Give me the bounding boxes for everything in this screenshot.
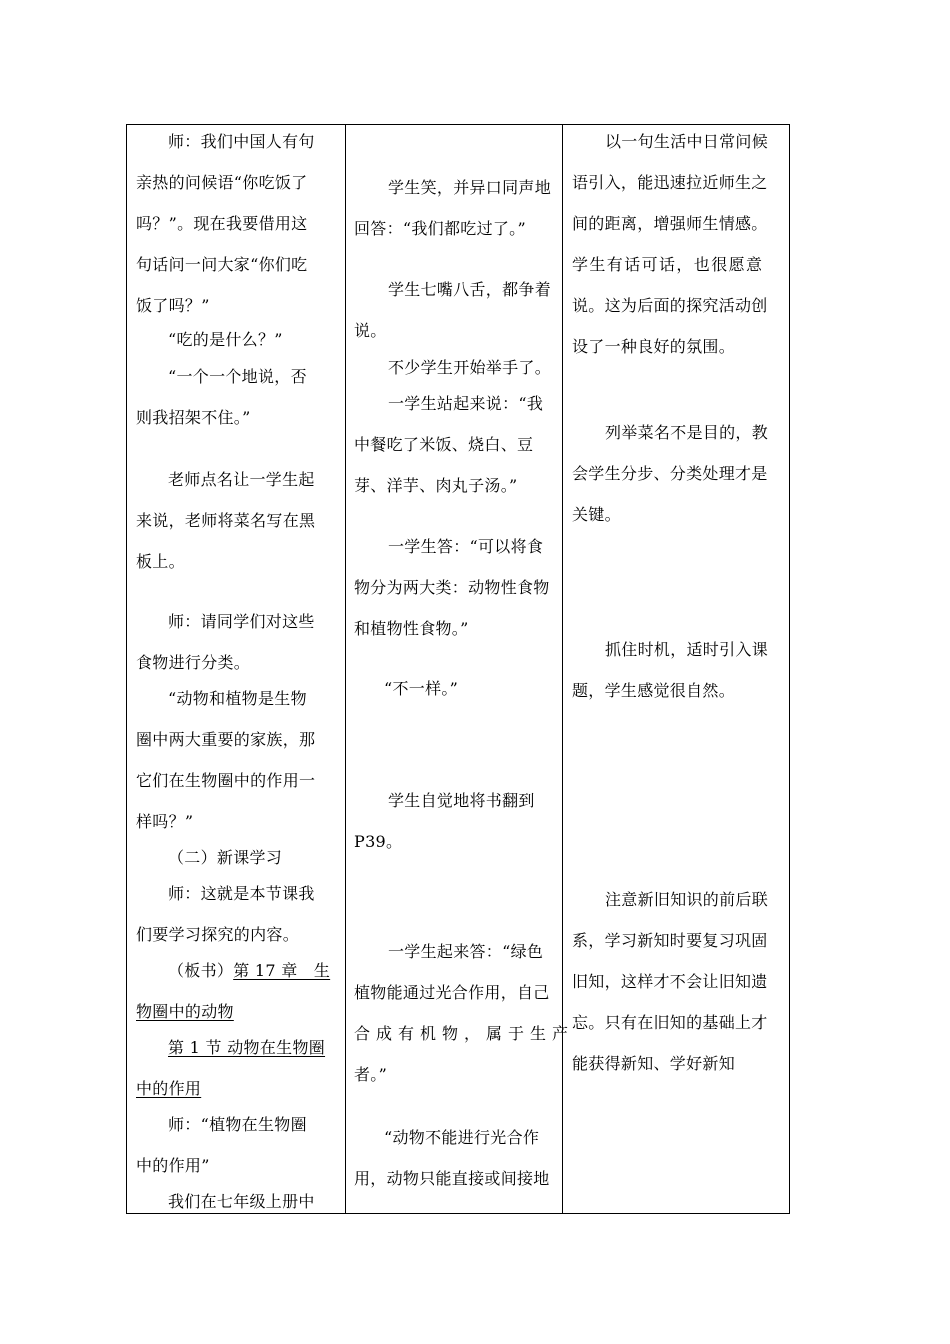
section-title: 第 1 节 动物在生物圈 (168, 1038, 326, 1057)
text-line: “吃的是什么？” (168, 330, 283, 349)
text-line: 样吗？” (136, 812, 194, 831)
text-line: P39。 (354, 832, 403, 851)
text-line: 我们在七年级上册中 (168, 1192, 315, 1211)
text-line: 设了一种良好的氛围。 (572, 337, 736, 356)
text-line: 用，动物只能直接或间接地 (354, 1169, 550, 1188)
text-line: 吗？”。现在我要借用这 (136, 214, 308, 233)
text-line: 以一句生活中日常问候 (605, 132, 769, 151)
text-line: 一学生起来答：“绿色 (388, 942, 544, 961)
text-line: 们要学习探究的内容。 (136, 925, 300, 944)
text-line: 食物进行分类。 (136, 653, 251, 672)
text-line: 说。 (354, 321, 387, 340)
text-line: 一学生站起来说：“我 (388, 394, 544, 413)
text-line: 一学生答：“可以将食 (388, 537, 544, 556)
text-line: 老师点名让一学生起 (168, 470, 315, 489)
design-intent-column (563, 125, 790, 1213)
text-line: 师：请同学们对这些 (168, 612, 315, 631)
chapter-title-cont: 物圈中的动物 (136, 1002, 234, 1021)
chapter-title: 第 17 章 生 (233, 961, 331, 980)
text-line: 则我招架不住。” (136, 408, 251, 427)
lesson-plan-table (126, 124, 790, 1214)
text-line: 合成有机物，属于生产 (354, 1024, 575, 1043)
text-line: 题，学生感觉很自然。 (572, 681, 736, 700)
text-line: 中的作用” (136, 1156, 210, 1175)
text-line: 它们在生物圈中的作用一 (136, 771, 316, 790)
text-line: 会学生分步、分类处理才是 (572, 464, 768, 483)
text-line: “动物和植物是生物 (168, 689, 307, 708)
text-line: 语引入，能迅速拉近师生之 (572, 173, 768, 192)
text-line: 和植物性食物。” (354, 619, 469, 638)
text-line: 系，学习新知时要复习巩固 (572, 931, 768, 950)
text-line: 间的距离，增强师生情感。 (572, 214, 768, 233)
text-line: “一个一个地说，否 (168, 367, 307, 386)
text-line: 中餐吃了米饭、烧白、豆 (354, 435, 534, 454)
text-line: 师：这就是本节课我 (168, 884, 315, 903)
text-line: （二）新课学习 (168, 848, 283, 867)
text-line: 物分为两大类：动物性食物 (354, 578, 550, 597)
text-line: 旧知，这样才不会让旧知遗 (572, 972, 768, 991)
board-label: （板书） (168, 961, 234, 980)
text-line: 板上。 (136, 552, 185, 571)
text-line: 注意新旧知识的前后联 (605, 890, 769, 909)
text-line: 不少学生开始举手了。 (388, 358, 552, 377)
text-line: 者。” (354, 1065, 388, 1084)
text-line: 能获得新知、学好新知 (572, 1054, 736, 1073)
text-line: 师：“植物在生物圈 (168, 1115, 307, 1134)
text-line: 饭了吗？” (136, 296, 210, 315)
text-line: “不一样。” (384, 679, 459, 698)
text-line: 植物能通过光合作用，自己 (354, 983, 550, 1002)
teacher-activity-column (127, 125, 346, 1213)
text-line: 来说，老师将菜名写在黑 (136, 511, 316, 530)
text-line: “动物不能进行光合作 (384, 1128, 540, 1147)
text-line: 学生自觉地将书翻到 (388, 791, 535, 810)
text-line: 学生七嘴八舌，都争着 (388, 280, 552, 299)
text-line: 师：我们中国人有句 (168, 132, 315, 151)
text-line: 抓住时机，适时引入课 (605, 640, 769, 659)
text-line: 芽、洋芋、肉丸子汤。” (354, 476, 518, 495)
text-line: 关键。 (572, 505, 621, 524)
text-line: 亲热的问候语“你吃饭了 (136, 173, 308, 192)
text-line: 说。这为后面的探究活动创 (572, 296, 768, 315)
text-line: 忘。只有在旧知的基础上才 (572, 1013, 768, 1032)
text-line (168, 961, 330, 981)
text-line: 列举菜名不是目的，教 (605, 423, 769, 442)
section-title-cont: 中的作用 (136, 1079, 202, 1098)
text-line: 回答：“我们都吃过了。” (354, 219, 526, 238)
text-line: 学生有话可话，也很愿意 (572, 255, 764, 274)
student-activity-column (346, 125, 575, 1213)
text-line: 圈中两大重要的家族，那 (136, 730, 316, 749)
text-line: 句话问一问大家“你们吃 (136, 255, 308, 274)
text-line: 学生笑，并异口同声地 (388, 178, 552, 197)
